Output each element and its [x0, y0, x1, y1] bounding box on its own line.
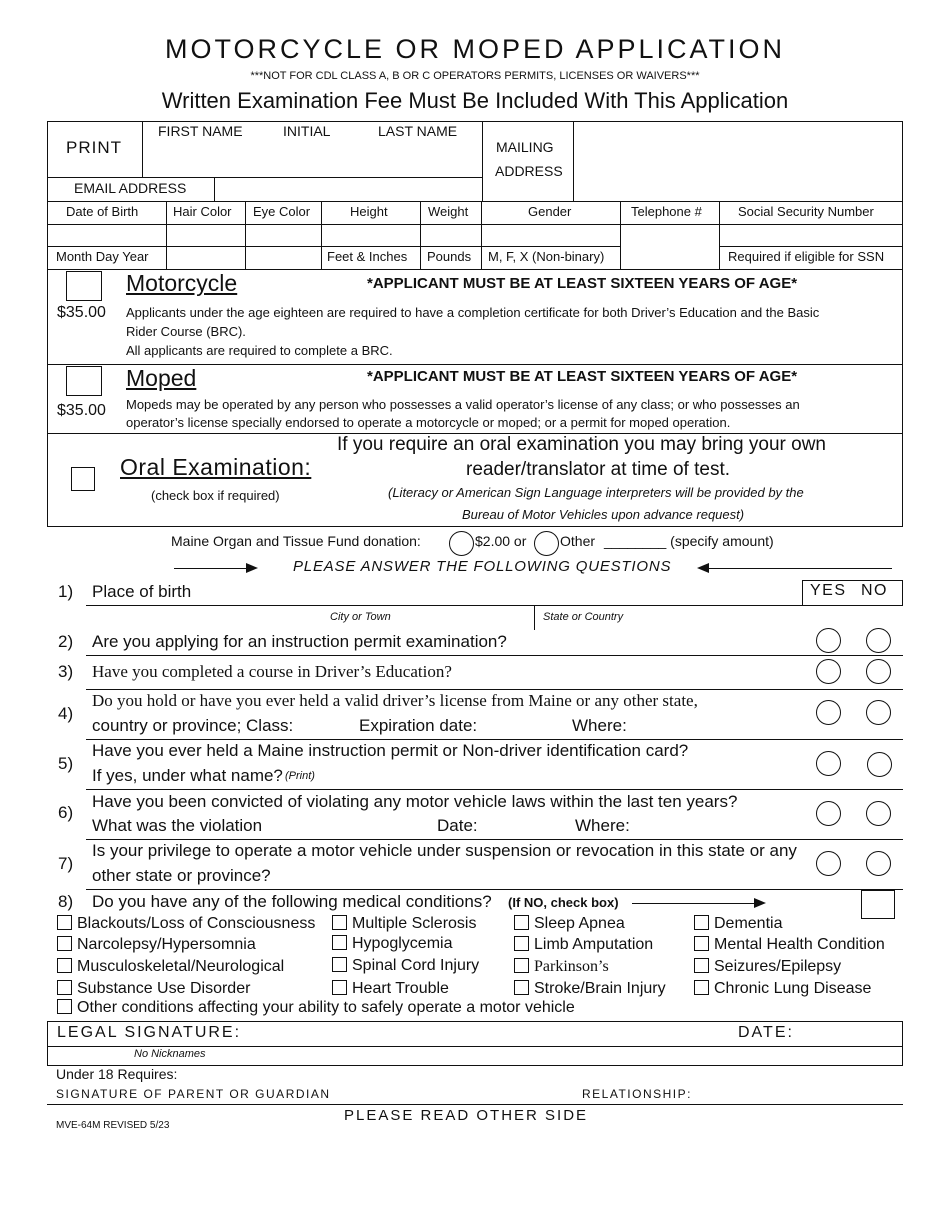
q8-text: Do you have any of the following medical conditions?	[92, 892, 492, 911]
condition-other[interactable]: Other conditions affecting your ability to safely operate a motor vehicle	[57, 999, 575, 1017]
first-name-label: FIRST NAME	[158, 123, 243, 139]
oral-exam-text-2: reader/translator at time of test.	[466, 459, 731, 480]
col-telephone: Telephone #	[631, 204, 702, 219]
moped-text-2: operator’s license specially endorsed to operate a motorcycle or moped; or a permit for moped operation.	[126, 415, 731, 430]
arrow-right-icon	[246, 563, 258, 573]
q2-number: 2)	[58, 632, 74, 651]
hint-ssn: Required if eligible for SSN	[728, 249, 885, 264]
date-field[interactable]	[800, 1023, 900, 1045]
mailing-address-field[interactable]	[574, 122, 902, 200]
col-weight: Weight	[428, 204, 469, 219]
donation-option-other: Other	[560, 533, 596, 549]
form-subtitle: ***NOT FOR CDL CLASS A, B OR C OPERATORS PERMITS, LICENSES OR WAIVERS***	[250, 70, 700, 82]
place-of-birth-field[interactable]	[200, 580, 800, 604]
q2-yes-radio[interactable]	[816, 628, 841, 653]
ssn-field[interactable]	[720, 225, 902, 245]
q3-text: Have you completed a course in Driver’s Education?	[92, 662, 452, 681]
form-title: MOTORCYCLE OR MOPED APPLICATION	[164, 34, 786, 64]
condition-spinal-cord[interactable]: Spinal Cord Injury	[332, 957, 479, 975]
q4-expiration-label: Expiration date:	[359, 716, 478, 735]
q8-number: 8)	[58, 892, 74, 911]
weight-field[interactable]	[421, 225, 480, 245]
moped-text-1: Mopeds may be operated by any person who possesses a valid operator’s license of any class; or who possesses an	[126, 397, 800, 412]
condition-mental-health[interactable]: Mental Health Condition	[694, 936, 885, 954]
parent-signature-field[interactable]	[320, 1084, 570, 1103]
condition-seizures[interactable]: Seizures/Epilepsy	[694, 958, 841, 976]
q6-date-label: Date:	[437, 816, 478, 835]
donation-2-radio[interactable]	[449, 531, 474, 556]
oral-exam-check-note: (check box if required)	[151, 488, 280, 503]
q6-violation-label: What was the violation	[92, 816, 263, 835]
q7-no-radio[interactable]	[866, 851, 891, 876]
col-ssn: Social Security Number	[738, 204, 874, 219]
no-conditions-checkbox[interactable]	[861, 890, 895, 919]
q3-yes-radio[interactable]	[816, 659, 841, 684]
condition-dementia[interactable]: Dementia	[694, 915, 782, 933]
q8-note: (If NO, check box)	[508, 895, 619, 910]
form-id: MVE-64M REVISED 5/23	[56, 1120, 170, 1131]
oral-exam-title: Oral Examination:	[120, 454, 312, 480]
condition-blackouts[interactable]: Blackouts/Loss of Consciousness	[57, 915, 315, 933]
state-label: State or Country	[543, 611, 624, 623]
arrow-right-icon	[754, 898, 766, 908]
hint-gender: M, F, X (Non-binary)	[488, 249, 605, 264]
motorcycle-title: Motorcycle	[126, 270, 238, 296]
oral-exam-note-2: Bureau of Motor Vehicles upon advance request)	[462, 507, 745, 522]
q5-number: 5)	[58, 754, 74, 773]
telephone-field[interactable]	[621, 225, 718, 269]
condition-hypoglycemia[interactable]: Hypoglycemia	[332, 935, 452, 953]
condition-substance-use[interactable]: Substance Use Disorder	[57, 980, 250, 998]
col-eye: Eye Color	[253, 204, 311, 219]
date-label: DATE:	[738, 1024, 794, 1041]
donation-amount-blank[interactable]: ________ (specify amount)	[604, 533, 774, 549]
motorcycle-text-3: All applicants are required to complete a BRC.	[126, 343, 393, 358]
relationship-label: RELATIONSHIP:	[582, 1087, 692, 1101]
mailing-label-2: ADDRESS	[495, 163, 563, 179]
q7-text-2: other state or province?	[92, 866, 271, 885]
moped-title: Moped	[126, 365, 197, 391]
condition-narcolepsy[interactable]: Narcolepsy/Hypersomnia	[57, 936, 256, 954]
gender-field[interactable]	[482, 225, 619, 245]
hair-field[interactable]	[167, 225, 244, 245]
hint-dob: Month Day Year	[56, 249, 149, 264]
q4-where-label: Where:	[572, 716, 627, 735]
q5-no-radio[interactable]	[867, 752, 892, 777]
height-field[interactable]	[322, 225, 419, 245]
print-label: PRINT	[66, 138, 122, 157]
col-gender: Gender	[528, 204, 572, 219]
q6-yes-radio[interactable]	[816, 801, 841, 826]
col-height: Height	[350, 204, 388, 219]
q6-no-radio[interactable]	[866, 801, 891, 826]
moped-age-notice: *APPLICANT MUST BE AT LEAST SIXTEEN YEARS OF AGE*	[367, 368, 798, 385]
questions-header: PLEASE ANSWER THE FOLLOWING QUESTIONS	[293, 558, 672, 575]
q7-yes-radio[interactable]	[816, 851, 841, 876]
q6-text-1: Have you been convicted of violating any motor vehicle laws within the last ten years?	[92, 792, 738, 811]
col-hair: Hair Color	[173, 204, 232, 219]
yes-label: YES	[810, 582, 847, 599]
donation-option-2: $2.00 or	[475, 533, 527, 549]
q6-where-label: Where:	[575, 816, 630, 835]
q7-number: 7)	[58, 854, 74, 873]
condition-ms[interactable]: Multiple Sclerosis	[332, 915, 476, 933]
under-18-label: Under 18 Requires:	[56, 1066, 178, 1082]
q4-text-1: Do you hold or have you ever held a valid driver’s license from Maine or any other state,	[92, 691, 698, 710]
q2-no-radio[interactable]	[866, 628, 891, 653]
q1-text: Place of birth	[92, 582, 192, 601]
q3-no-radio[interactable]	[866, 659, 891, 684]
moped-checkbox[interactable]	[66, 366, 102, 396]
q4-no-radio[interactable]	[866, 700, 891, 725]
donation-label: Maine Organ and Tissue Fund donation:	[171, 533, 421, 549]
q7-text-1: Is your privilege to operate a motor vehicle under suspension or revocation in this state or any	[92, 841, 797, 860]
q3-number: 3)	[58, 662, 74, 681]
hint-height: Feet & Inches	[327, 249, 408, 264]
motorcycle-text-2: Rider Course (BRC).	[126, 324, 246, 339]
mailing-label-1: MAILING	[496, 139, 554, 155]
q5-text-1: Have you ever held a Maine instruction permit or Non-driver identification card?	[92, 741, 689, 760]
moped-price: $35.00	[57, 402, 106, 419]
q5-text-2: If yes, under what name?	[92, 766, 283, 785]
initial-label: INITIAL	[283, 123, 331, 139]
fee-notice: Written Examination Fee Must Be Included With This Application	[161, 88, 789, 113]
dob-field[interactable]	[48, 225, 165, 245]
condition-musculoskeletal[interactable]: Musculoskeletal/Neurological	[57, 958, 284, 976]
q6-number: 6)	[58, 803, 74, 822]
q4-class-label: country or province; Class:	[92, 716, 294, 735]
col-dob: Date of Birth	[66, 204, 139, 219]
condition-heart-trouble[interactable]: Heart Trouble	[332, 980, 449, 998]
read-other-side: PLEASE READ OTHER SIDE	[344, 1107, 589, 1124]
email-label: EMAIL ADDRESS	[74, 180, 187, 196]
legal-signature-label: LEGAL SIGNATURE:	[57, 1024, 242, 1041]
city-label: City or Town	[330, 611, 391, 623]
eye-field[interactable]	[246, 225, 320, 245]
oral-exam-checkbox[interactable]	[71, 467, 95, 491]
condition-limb-amputation[interactable]: Limb Amputation	[514, 936, 653, 954]
motorcycle-checkbox[interactable]	[66, 271, 102, 301]
name-field[interactable]	[143, 142, 481, 176]
relationship-field[interactable]	[690, 1084, 900, 1103]
motorcycle-price: $35.00	[57, 304, 106, 321]
oral-exam-text-1: If you require an oral examination you may bring your own	[337, 434, 826, 455]
condition-sleep-apnea[interactable]: Sleep Apnea	[514, 915, 625, 933]
last-name-label: LAST NAME	[378, 123, 458, 139]
no-label: NO	[861, 582, 888, 599]
no-nicknames-note: No Nicknames	[134, 1048, 206, 1060]
oral-exam-note-1: (Literacy or American Sign Language interpreters will be provided by the	[388, 485, 804, 500]
q4-number: 4)	[58, 704, 74, 723]
motorcycle-text-1: Applicants under the age eighteen are required to have a completion certificate for both Driver’s Education and the Basic	[126, 305, 820, 320]
q2-text: Are you applying for an instruction permit examination?	[92, 632, 507, 651]
q1-number: 1)	[58, 582, 74, 601]
q4-yes-radio[interactable]	[816, 700, 841, 725]
q5-yes-radio[interactable]	[816, 751, 841, 776]
q5-print-note: (Print)	[285, 770, 315, 782]
legal-signature-field[interactable]	[250, 1023, 730, 1045]
condition-stroke[interactable]: Stroke/Brain Injury	[514, 980, 666, 998]
condition-parkinsons[interactable]: Parkinson’s	[514, 958, 609, 976]
donation-other-radio[interactable]	[534, 531, 559, 556]
hint-weight: Pounds	[427, 249, 472, 264]
email-field[interactable]	[215, 178, 481, 200]
condition-chronic-lung[interactable]: Chronic Lung Disease	[694, 980, 871, 998]
parent-signature-label: SIGNATURE OF PARENT OR GUARDIAN	[56, 1087, 331, 1101]
motorcycle-age-notice: *APPLICANT MUST BE AT LEAST SIXTEEN YEARS OF AGE*	[367, 275, 798, 292]
